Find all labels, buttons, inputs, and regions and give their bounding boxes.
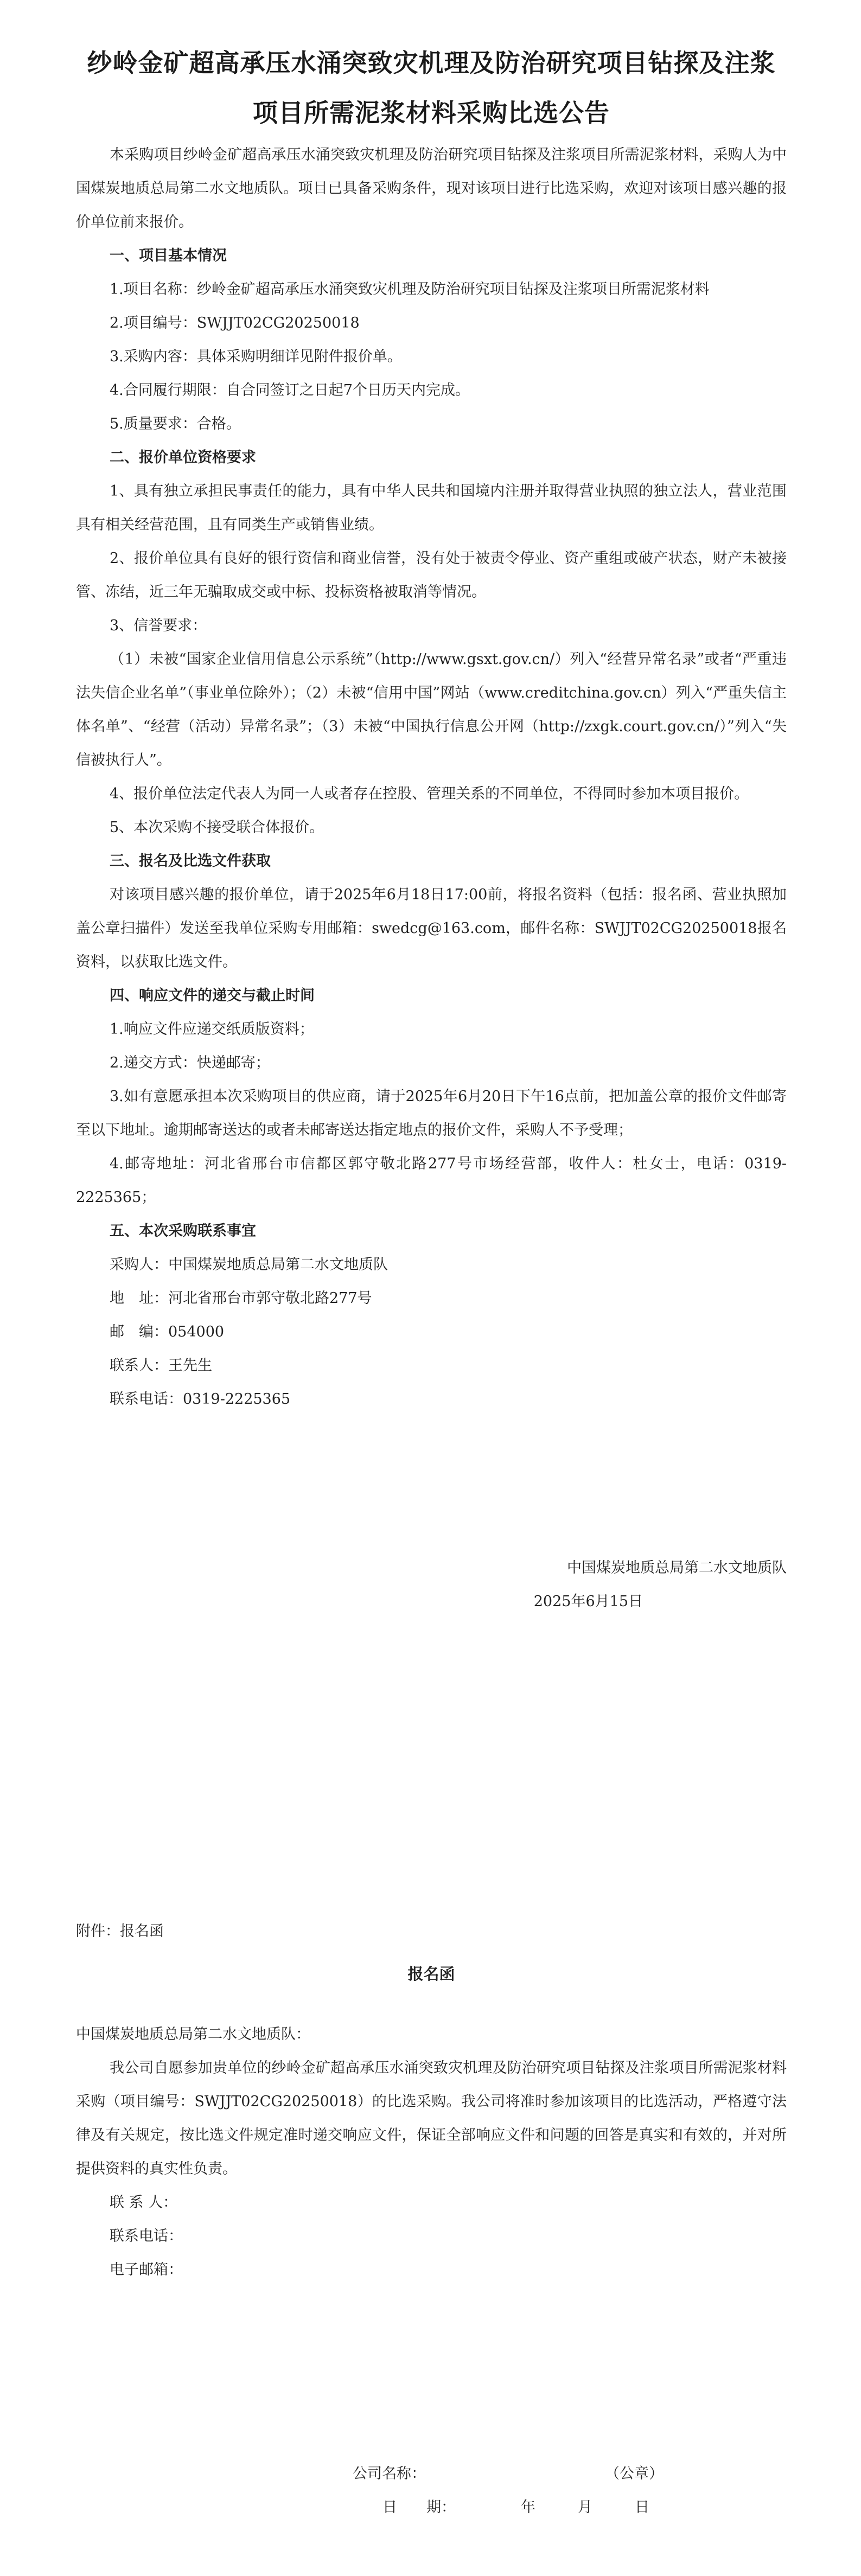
section-3-heading: 三、报名及比选文件获取: [110, 853, 271, 870]
section-4-heading: 四、响应文件的递交与截止时间: [110, 987, 315, 1004]
section-1-item: 1.项目名称：纱岭金矿超高承压水涌突致灾机理及防治研究项目钻探及注浆项目所需泥浆材料: [110, 281, 710, 298]
section-4-item: 1.响应文件应递交纸质版资料；: [110, 1021, 314, 1038]
credit-requirements: （1）未被“国家企业信用信息公示系统”（http://www.gsxt.gov.cn/）列入“经营异常名录”或者“严重违法失信企业名单”（事业单位除外）；（2）未被“信用中国”网站（www.creditchina.gov.cn）列入“严重失信主体名单”、“经营（活动）异常名录”；（3）未被“中国执行信息公开网（http://zxgk.court.gov.cn/）”列入“失信被执行人”。: [76, 651, 787, 769]
section-4-item: 3.如有意愿承担本次采购项目的供应商，请于2025年6月20日下午16点前，把加盖公章的报价文件邮寄至以下地址。逾期邮寄送达的或者未邮寄送达指定地点的报价文件，采购人不予受理；: [76, 1088, 787, 1139]
form-addressee: 中国煤炭地质总局第二水文地质队：: [76, 2026, 310, 2043]
company-name-label: 公司名称：: [353, 2465, 426, 2482]
section-2-heading: 二、报价单位资格要求: [110, 449, 256, 466]
section-2-paragraph: 5、本次采购不接受联合体报价。: [110, 819, 324, 836]
section-1-item: 4.合同履行期限：自合同签订之日起7个日历天内完成。: [110, 382, 470, 399]
announcement-body: [76, 138, 787, 1416]
date-label: 日 期：: [382, 2499, 456, 2516]
signature-block: [76, 1551, 787, 1619]
section-1-item: 2.项目编号：SWJJT02CG20250018: [110, 315, 360, 331]
attachment-label: 附件：报名函: [76, 1923, 164, 1940]
form-field-email: 电子邮箱：: [110, 2261, 183, 2278]
section-4-item: 2.递交方式：快递邮寄；: [110, 1054, 270, 1071]
seal-label: （公章）: [605, 2465, 664, 2482]
section-1-item: 5.质量要求：合格。: [110, 416, 241, 432]
section-4-item: 4.邮寄地址：河北省邢台市信都区郭守敬北路277号市场经营部，收件人：杜女士，电话：0319-2225365；: [76, 1155, 787, 1206]
contact-line: 采购人：中国煤炭地质总局第二水文地质队: [110, 1256, 388, 1273]
section-5-heading: 五、本次采购联系事宜: [110, 1223, 256, 1239]
contact-line: 联系人：王先生: [110, 1357, 212, 1374]
form-field-phone: 联系电话：: [110, 2228, 183, 2245]
registration-form: [76, 2018, 787, 2287]
month-label: 月: [578, 2499, 592, 2516]
section-2-paragraph: 1、具有独立承担民事责任的能力，具有中华人民共和国境内注册并取得营业执照的独立法人，营业范围具有相关经营范围，且有同类生产或销售业绩。: [76, 483, 787, 533]
section-1-heading: 一、项目基本情况: [110, 247, 227, 264]
document-title: 纱岭金矿超高承压水涌突致灾机理及防治研究项目钻探及注浆项目所需泥浆材料采购比选公告: [87, 48, 776, 127]
section-2-paragraph: 2、报价单位具有良好的银行资信和商业信誉，没有处于被责令停业、资产重组或破产状态，财产未被接管、冻结，近三年无骗取成交或中标、投标资格被取消等情况。: [76, 550, 787, 600]
form-body: 我公司自愿参加贵单位的纱岭金矿超高承压水涌突致灾机理及防治研究项目钻探及注浆项目所需泥浆材料采购（项目编号：SWJJT02CG20250018）的比选采购。我公司将准时参加该项目的比选活动，严格遵守法律及有关规定，按比选文件规定准时递交响应文件，保证全部响应文件和问题的回答是真实和有效的，并对所提供资料的真实性负责。: [76, 2060, 787, 2177]
intro-paragraph: 本采购项目纱岭金矿超高承压水涌突致灾机理及防治研究项目钻探及注浆项目所需泥浆材料，采购人为中国煤炭地质总局第二水文地质队。项目已具备采购条件，现对该项目进行比选采购，欢迎对该项目感兴趣的报价单位前来报价。: [76, 146, 787, 231]
year-label: 年: [521, 2499, 535, 2516]
signature-date: 2025年6月15日: [533, 1593, 643, 1610]
form-field-contact: 联 系 人：: [110, 2194, 178, 2211]
day-label: 日: [635, 2499, 649, 2516]
section-2-paragraph: 3、信誉要求：: [110, 617, 207, 634]
contact-line: 邮 编：054000: [110, 1324, 225, 1340]
form-title: 报名函: [407, 1965, 455, 1983]
section-1-item: 3.采购内容：具体采购明细详见附件报价单。: [110, 348, 402, 365]
signature-org: 中国煤炭地质总局第二水文地质队: [567, 1559, 787, 1576]
section-3-paragraph: 对该项目感兴趣的报价单位，请于2025年6月18日17:00前，将报名资料（包括：报名函、营业执照加盖公章扫描件）发送至我单位采购专用邮箱：swedcg@163.com，邮件名称：SWJJT02CG20250018报名资料，以获取比选文件。: [76, 886, 787, 970]
contact-line: 地 址：河北省邢台市郭守敬北路277号: [110, 1290, 372, 1307]
section-2-paragraph: 4、报价单位法定代表人为同一人或者存在控股、管理关系的不同单位，不得同时参加本项目报价。: [110, 785, 749, 802]
contact-line: 联系电话：0319-2225365: [110, 1391, 291, 1408]
